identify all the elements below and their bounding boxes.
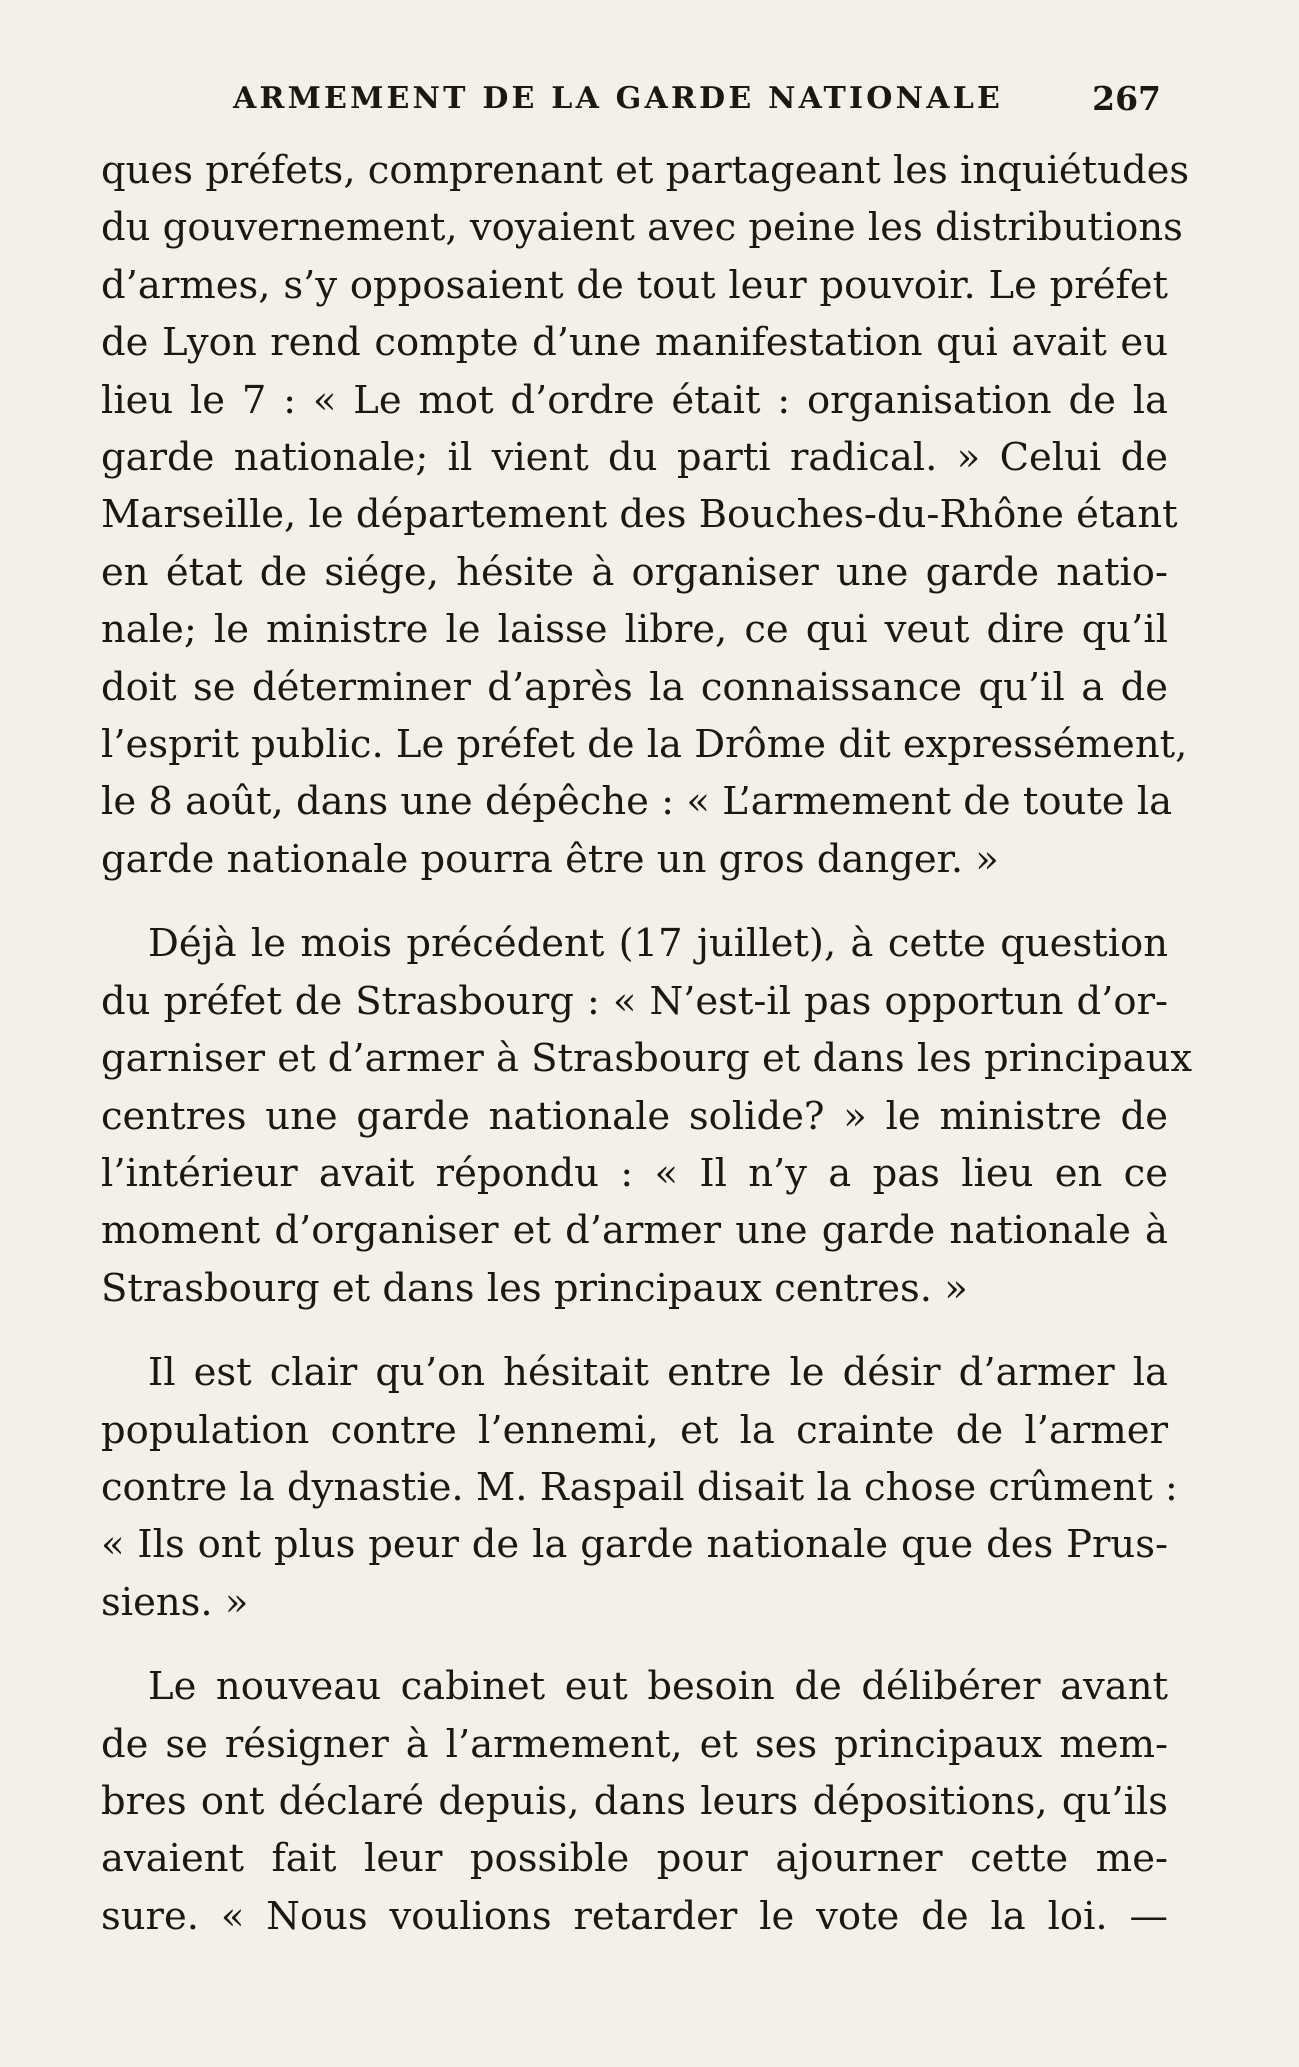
text-line: garniser et d’armer à Strasbourg et dans les principaux — [101, 1036, 1193, 1082]
text-line: l’intérieur avait répondu : « Il n’y a pas lieu en ce — [101, 1150, 1168, 1196]
page-number: 267 — [1092, 79, 1161, 118]
text-line: sure. « Nous voulions retarder le vote de la loi. — — [101, 1893, 1168, 1939]
text-line: doit se déterminer d’après la connaissance qu’il a de — [101, 664, 1168, 710]
paragraph-3 — [101, 1344, 1178, 1631]
text-line: d’armes, s’y opposaient de tout leur pouvoir. Le préfet — [101, 262, 1168, 308]
text-line: nale; le ministre le laisse libre, ce qui veut dire qu’il — [101, 607, 1168, 653]
text-line: garde nationale pourra être un gros danger. » — [101, 836, 999, 882]
text-line: de Lyon rend compte d’une manifestation qui avait eu — [101, 320, 1168, 366]
text-line: ques préfets, comprenant et partageant les inquiétudes — [101, 148, 1190, 193]
paragraph-4 — [101, 1658, 1168, 1945]
text-line: du gouvernement, voyaient avec peine les distributions — [101, 205, 1183, 251]
text-line: centres une garde nationale solide? » le ministre de — [101, 1093, 1168, 1139]
paragraph-1 — [101, 142, 1190, 888]
text-line: de se résigner à l’armement, et ses principaux mem- — [101, 1721, 1168, 1767]
text-line: « Ils ont plus peur de la garde nationale que des Prus- — [101, 1522, 1168, 1568]
text-line: bres ont déclaré depuis, dans leurs dépositions, qu’ils — [101, 1778, 1168, 1824]
text-line: moment d’organiser et d’armer une garde nationale à — [101, 1208, 1168, 1254]
text-line: le 8 août, dans une dépêche : « L’armement de toute la — [101, 779, 1173, 825]
text-line: siens. » — [101, 1579, 249, 1625]
text-line: Strasbourg et dans les principaux centres. » — [101, 1265, 968, 1311]
text-line: garde nationale; il vient du parti radical. » Celui de — [101, 435, 1168, 481]
text-line: lieu le 7 : « Le mot d’ordre était : organisation de la — [101, 377, 1168, 423]
text-line: Déjà le mois précédent (17 juillet), à cette question — [148, 921, 1168, 967]
text-line: l’esprit public. Le préfet de la Drôme dit expressément, — [101, 722, 1188, 768]
text-line: contre la dynastie. M. Raspail disait la chose crûment : — [101, 1464, 1178, 1510]
text-line: avaient fait leur possible pour ajourner cette me- — [101, 1836, 1168, 1882]
running-title: ARMEMENT DE LA GARDE NATIONALE — [233, 81, 1004, 116]
text-line: Marseille, le département des Bouches-du-Rhône étant — [101, 492, 1178, 538]
running-head — [0, 74, 1299, 124]
body-text — [101, 142, 1193, 1945]
text-line: du préfet de Strasbourg : « N’est-il pas opportun d’or- — [101, 978, 1168, 1024]
text-line: en état de siége, hésite à organiser une garde natio- — [101, 549, 1168, 595]
text-line: Il est clair qu’on hésitait entre le désir d’armer la — [148, 1350, 1168, 1396]
paragraph-2 — [101, 915, 1193, 1317]
text-line: population contre l’ennemi, et la crainte de l’armer — [101, 1407, 1168, 1453]
text-line: Le nouveau cabinet eut besoin de délibérer avant — [148, 1664, 1168, 1710]
